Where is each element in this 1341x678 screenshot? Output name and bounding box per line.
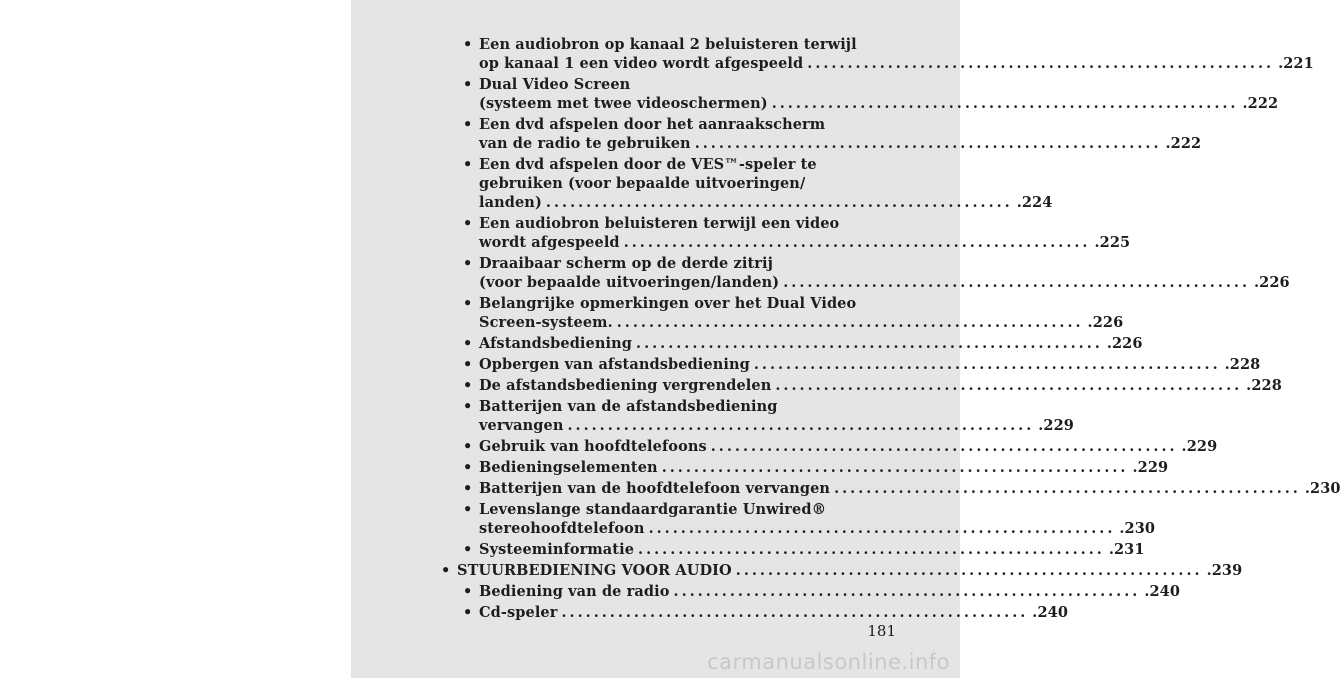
bullet-icon: • (463, 215, 473, 232)
toc-entry-text: Afstandsbediening (479, 335, 633, 352)
toc-entry-text: Screen-systeem. (479, 314, 613, 331)
bullet-icon: • (463, 398, 473, 415)
toc-entry (463, 115, 1202, 153)
toc-entry-text: Opbergen van afstandsbediening (479, 356, 750, 373)
toc-entry-text: gebruiken (voor bepaalde uitvoeringen/ (479, 175, 806, 192)
toc-entry (463, 397, 1074, 435)
toc-entry (441, 561, 1243, 580)
toc-entry (463, 334, 1143, 353)
toc-entry (463, 500, 1156, 538)
bullet-icon: • (463, 335, 473, 352)
toc-page-ref: .226 (1106, 335, 1143, 352)
toc-page-ref: .228 (1246, 377, 1282, 394)
toc-page-ref: .221 (1278, 55, 1314, 72)
dot-leader: .......................................................... (638, 541, 1105, 558)
toc-page-ref: .240 (1032, 604, 1069, 621)
bullet-icon: • (463, 255, 473, 272)
toc-entry-text: De afstandsbediening vergrendelen (479, 377, 772, 394)
toc-entry-text: landen) (479, 194, 542, 211)
dot-leader: .......................................................... (648, 520, 1116, 537)
bullet-icon: • (463, 604, 473, 621)
toc-entry (463, 540, 1145, 559)
toc-entry-text: Levenslange standaardgarantie Unwired® (479, 501, 827, 518)
toc-page-ref: .230 (1304, 480, 1341, 497)
toc-entry (463, 437, 1218, 456)
manual-page (351, 0, 1341, 678)
toc-entry-text: Belangrijke opmerkingen over het Dual Video (479, 295, 857, 312)
toc-entry-text: Batterijen van de hoofdtelefoon vervangen (479, 480, 831, 497)
toc-entry (463, 355, 1261, 374)
toc-entry-text: Een dvd afspelen door het aanraakscherm (479, 116, 826, 133)
bullet-icon: • (463, 501, 473, 518)
dot-leader: .......................................................... (807, 55, 1275, 72)
dot-leader: .......................................................... (616, 314, 1084, 331)
toc-entry-text: stereohoofdtelefoon (479, 520, 645, 537)
toc-page-ref: .230 (1119, 520, 1156, 537)
watermark: carmanualsonline.info (707, 650, 950, 674)
toc-entry (463, 294, 1124, 332)
toc-page-ref: .224 (1016, 194, 1053, 211)
dot-leader: .......................................................... (753, 356, 1221, 373)
toc-page-ref: .222 (1242, 95, 1279, 112)
toc-entry (463, 155, 1053, 212)
toc-entry-text: vervangen (479, 417, 564, 434)
toc-entry-text: Een dvd afspelen door de VES™-speler te (479, 156, 817, 173)
toc-entry (463, 214, 1131, 252)
toc-entry (463, 35, 1314, 73)
toc-entry (463, 458, 1169, 477)
bullet-icon: • (463, 377, 473, 394)
dot-leader: .......................................................... (775, 377, 1243, 394)
toc-page-ref: .222 (1165, 135, 1202, 152)
dot-leader: .......................................................... (623, 234, 1091, 251)
toc-entry-text: Batterijen van de afstandsbediening (479, 398, 778, 415)
bullet-icon: • (463, 438, 473, 455)
dot-leader: .......................................................... (561, 604, 1029, 621)
toc-page-ref: .229 (1181, 438, 1218, 455)
bullet-icon: • (463, 295, 473, 312)
toc-entry-text: (voor bepaalde uitvoeringen/landen) (479, 274, 780, 291)
dot-leader: .......................................................... (783, 274, 1251, 291)
toc-entry-text: op kanaal 1 een video wordt afgespeeld (479, 55, 804, 72)
bullet-icon: • (463, 459, 473, 476)
dot-leader: .......................................................... (567, 417, 1035, 434)
toc-page-ref: .229 (1132, 459, 1169, 476)
toc-entry (463, 254, 1290, 292)
dot-leader: .......................................................... (661, 459, 1129, 476)
toc-entry-text: Bedieningselementen (479, 459, 658, 476)
toc-entry (463, 75, 1279, 113)
bullet-icon: • (463, 583, 473, 600)
toc-entry-text: (systeem met twee videoschermen) (479, 95, 768, 112)
bullet-icon: • (463, 76, 473, 93)
toc-entry (463, 376, 1282, 395)
bullet-icon: • (463, 156, 473, 173)
bullet-icon: • (463, 480, 473, 497)
toc-entry-text: Een audiobron beluisteren terwijl een video (479, 215, 840, 232)
toc-page-ref: .229 (1038, 417, 1074, 434)
bullet-icon: • (463, 116, 473, 133)
toc-entry-text: Bediening van de radio (479, 583, 670, 600)
toc-entry (463, 582, 1181, 601)
toc-entry (463, 603, 1069, 622)
toc-entry-text: Systeeminformatie (479, 541, 635, 558)
dot-leader: .......................................................... (636, 335, 1103, 352)
toc-page-ref: .240 (1144, 583, 1181, 600)
toc-entry-text: Een audiobron op kanaal 2 beluisteren terwijl (479, 36, 857, 53)
dot-leader: .......................................................... (694, 135, 1162, 152)
table-of-contents (441, 35, 1341, 624)
bullet-icon: • (463, 356, 473, 373)
toc-entry-text: Draaibaar scherm op de derde zitrij (479, 255, 773, 272)
bullet-icon: • (463, 541, 473, 558)
bullet-icon: • (441, 562, 451, 579)
toc-entry-text: wordt afgespeeld (479, 234, 620, 251)
page-number: 181 (867, 622, 896, 640)
toc-page-ref: .226 (1254, 274, 1290, 291)
toc-page-ref: .231 (1108, 541, 1145, 558)
toc-page-ref: .225 (1094, 234, 1131, 251)
toc-entry-text: van de radio te gebruiken (479, 135, 691, 152)
toc-page-ref: .226 (1087, 314, 1124, 331)
toc-entry (463, 479, 1341, 498)
toc-entry-text: Dual Video Screen (479, 76, 631, 93)
toc-page-ref: .228 (1224, 356, 1261, 373)
toc-entry-text: Gebruik van hoofdtelefoons (479, 438, 707, 455)
bullet-icon: • (463, 36, 473, 53)
dot-leader: .......................................................... (735, 562, 1203, 579)
toc-page-ref: .239 (1206, 562, 1243, 579)
dot-leader: .......................................................... (834, 480, 1301, 497)
blank-left-margin (0, 0, 351, 678)
dot-leader: .......................................................... (771, 95, 1239, 112)
toc-entry-text: Cd-speler (479, 604, 558, 621)
dot-leader: .......................................................... (545, 194, 1013, 211)
toc-entry-text: STUURBEDIENING VOOR AUDIO (457, 562, 732, 579)
dot-leader: .......................................................... (710, 438, 1178, 455)
dot-leader: .......................................................... (673, 583, 1141, 600)
